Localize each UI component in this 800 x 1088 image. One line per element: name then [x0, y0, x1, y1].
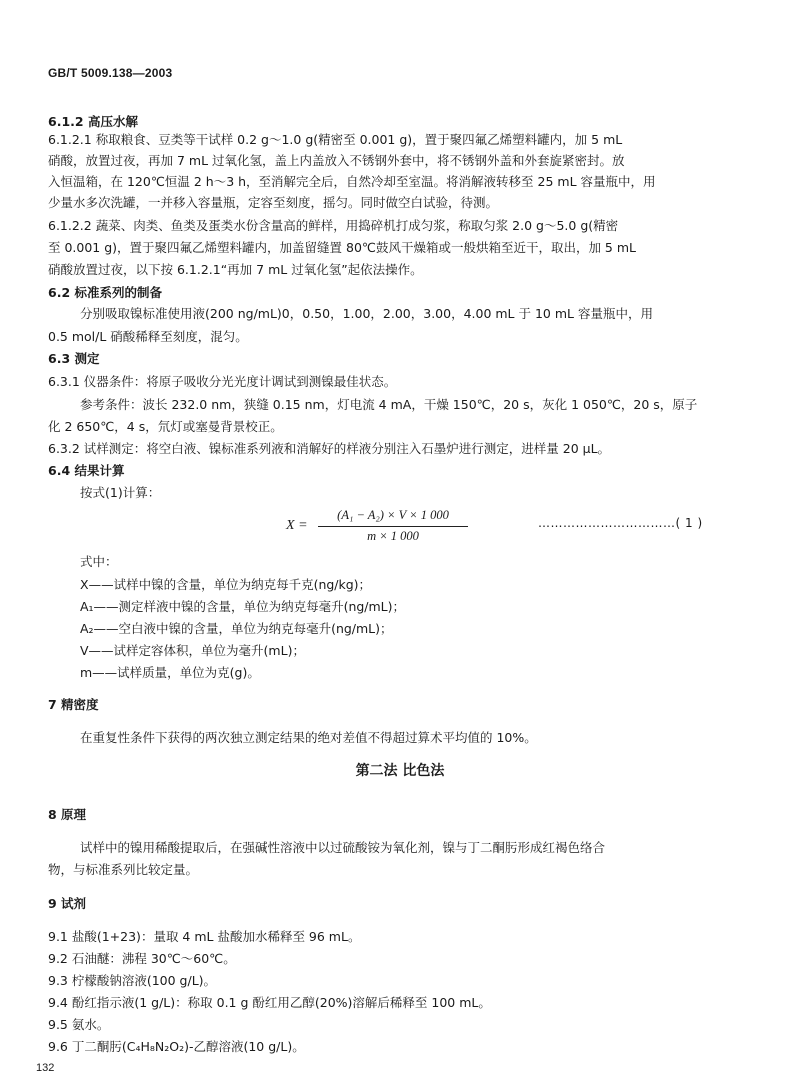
paragraph-line: 6.1.2.1 称取粮食、豆类等干试样 0.2 g～1.0 g(精密至 0.001 g)，置于聚四氟乙烯塑料罐内，加 5 mL [48, 132, 623, 147]
variable-definition: V——试样定容体积，单位为毫升(mL)； [80, 643, 305, 658]
paragraph-line: 硝酸放置过夜，以下按 6.1.2.1“再加 7 mL 过氧化氢”起依法操作。 [48, 262, 423, 277]
list-item: 9.1 盐酸(1+23)：量取 4 mL 盐酸加水稀释至 96 mL。 [48, 929, 361, 944]
list-item: 9.2 石油醚：沸程 30℃～60℃。 [48, 951, 236, 966]
formula-1 [286, 508, 706, 548]
paragraph-line: 入恒温箱，在 120℃恒温 2 h～3 h，至消解完全后，自然冷却至室温。将消解液转移至 25 mL 容量瓶中，用 [48, 174, 656, 189]
section-heading: 6.3 测定 [48, 351, 100, 366]
section-heading: 6.2 标准系列的制备 [48, 285, 162, 300]
paragraph-line: 至 0.001 g)，置于聚四氟乙烯塑料罐内，加盖留缝置 80℃鼓风干燥箱或一般烘箱至近干，取出，加 5 mL [48, 240, 637, 255]
method-title: 第二法 比色法 [355, 763, 445, 779]
list-item: 9.5 氨水。 [48, 1017, 110, 1032]
list-item: 9.6 丁二酮肟(C₄H₈N₂O₂)-乙醇溶液(10 g/L)。 [48, 1039, 305, 1054]
paragraph-line: 参考条件：波长 232.0 nm，狭缝 0.15 nm，灯电流 4 mA，干燥 150℃，20 s，灰化 1 050℃，20 s，原子 [80, 397, 698, 412]
section-heading: 6.4 结果计算 [48, 463, 125, 478]
paragraph-line: 物，与标准系列比较定量。 [48, 862, 199, 877]
section-heading: 7 精密度 [48, 697, 99, 712]
section-heading: 6.1.2 高压水解 [48, 114, 138, 129]
paragraph-line: 在重复性条件下获得的两次独立测定结果的绝对差值不得超过算术平均值的 10%。 [80, 730, 537, 745]
formula-fraction [318, 508, 468, 545]
list-item: 9.3 柠檬酸钠溶液(100 g/L)。 [48, 973, 217, 988]
variable-definition: A₂——空白液中镍的含量，单位为纳克每毫升(ng/mL)； [80, 621, 393, 636]
fraction-bar [318, 526, 468, 527]
variable-definition: m——试样质量，单位为克(g)。 [80, 665, 260, 680]
standard-header: GB/T 5009.138—2003 [48, 66, 173, 80]
paragraph-line: 化 2 650℃，4 s，氘灯或塞曼背景校正。 [48, 419, 283, 434]
paragraph-line: 0.5 mol/L 硝酸稀释至刻度，混匀。 [48, 329, 248, 344]
equation-number: ……………………………( 1 ) [538, 516, 703, 530]
paragraph-line: 6.3.2 试样测定：将空白液、镍标准系列液和消解好的样液分别注入石墨炉进行测定，进样量 20 μL。 [48, 441, 611, 456]
paragraph-line: 式中： [80, 554, 118, 569]
section-heading: 9 试剂 [48, 896, 87, 911]
paragraph-line: 硝酸，放置过夜，再加 7 mL 过氧化氢，盖上内盖放入不锈钢外套中，将不锈钢外盖和外套旋紧密封。放 [48, 153, 625, 168]
paragraph-line: 少量水多次洗罐，一并移入容量瓶，定容至刻度，摇匀。同时做空白试验，待测。 [48, 195, 499, 210]
paragraph-line: 试样中的镍用稀酸提取后，在强碱性溶液中以过硫酸铵为氧化剂，镍与丁二酮肟形成红褐色络合 [80, 840, 606, 855]
paragraph-line: 6.1.2.2 蔬菜、肉类、鱼类及蛋类水份含量高的鲜样，用捣碎机打成匀浆，称取匀浆 2.0 g～5.0 g(精密 [48, 218, 619, 233]
formula-lhs: X = [286, 518, 308, 533]
list-item: 9.4 酚红指示液(1 g/L)：称取 0.1 g 酚红用乙醇(20%)溶解后稀释至 100 mL。 [48, 995, 491, 1010]
paragraph-line: 6.3.1 仪器条件：将原子吸收分光光度计调试到测镍最佳状态。 [48, 374, 397, 389]
variable-definition: A₁——测定样液中镍的含量，单位为纳克每毫升(ng/mL)； [80, 599, 406, 614]
paragraph-line: 按式(1)计算： [80, 485, 161, 500]
formula-numerator: (A₁ − A₂) × V × 1 000 [337, 508, 449, 522]
page-number: 132 [36, 1062, 55, 1074]
paragraph-line: 分别吸取镍标准使用液(200 ng/mL)0，0.50，1.00，2.00，3.00，4.00 mL 于 10 mL 容量瓶中，用 [80, 306, 653, 321]
variable-definition: X——试样中镍的含量，单位为纳克每千克(ng/kg)； [80, 577, 372, 592]
formula-denominator: m × 1 000 [367, 529, 419, 543]
section-heading: 8 原理 [48, 807, 87, 822]
